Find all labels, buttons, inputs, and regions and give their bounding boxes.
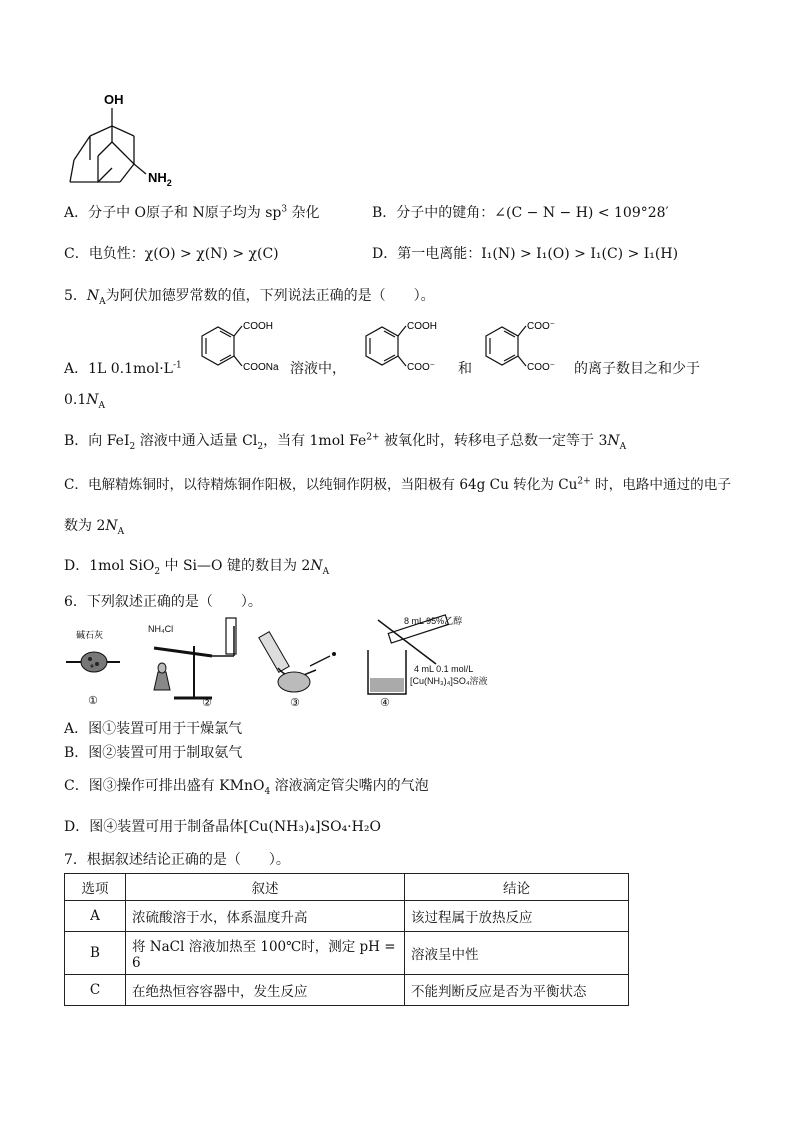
fig-label-2: ② xyxy=(202,697,212,709)
mol2-group-bottom: COO⁻ xyxy=(407,362,436,373)
q5-option-c-line2: 数为 $2N_A$ xyxy=(64,518,125,537)
table-row xyxy=(65,932,629,975)
phthalate-ion-structure xyxy=(466,316,576,380)
fig-label-3: ③ xyxy=(290,697,300,709)
q4-option-d: D．第一电离能：I₁(N) > I₁(O) > I₁(C) > I₁(H) xyxy=(372,246,679,262)
row-a-statement: 浓硫酸溶于水，体系温度升高 xyxy=(126,901,405,932)
soda-lime-label: 碱石灰 xyxy=(76,630,104,640)
q5-option-d: D．1mol SiO$_2$ 中 Si—O 键的数目为 $2N_A$ xyxy=(64,558,330,577)
q5-option-a-suffix: 的离子数目之和少于 xyxy=(574,361,700,377)
row-b-conclusion: 溶液呈中性 xyxy=(405,932,629,975)
mol2-group-top: COOH xyxy=(407,321,437,332)
drying-tube-apparatus xyxy=(66,629,120,707)
q4-option-a: A．分子中 O原子和 N原子均为 $sp^3$ 杂化 xyxy=(64,204,320,221)
q7-stem: 7．根据叙述结论正确的是（ ）。 xyxy=(64,852,290,868)
amino-adamantanol-structure xyxy=(60,86,200,190)
q4-option-b: B．分子中的键角：∠(C − N − H) < 109°28′ xyxy=(372,205,669,221)
hydrogen-phthalate-ion-structure xyxy=(346,316,456,380)
fig-label-4: ④ xyxy=(380,697,390,709)
burette-operation xyxy=(259,632,336,709)
q5-option-a-mid: 溶液中， xyxy=(290,361,346,377)
oh-label: OH xyxy=(104,92,124,107)
q5-option-a-line2: $0.1N_A$ xyxy=(64,392,106,411)
q5-option-a-and: 和 xyxy=(458,361,472,377)
header-option: 选项 xyxy=(65,874,126,901)
ammonium-chloride-label: NH₄Cl xyxy=(148,624,174,634)
row-a-conclusion: 该过程属于放热反应 xyxy=(405,901,629,932)
table-row xyxy=(65,901,629,932)
mol1-group-bottom: COONa xyxy=(243,362,279,373)
row-c-conclusion: 不能判断反应是否为平衡状态 xyxy=(405,975,629,1006)
q6-stem: 6．下列叙述正确的是（ ）。 xyxy=(64,594,262,610)
q5-option-a-prefix: A．1L $0.1mol\cdot L^{-1}$ xyxy=(64,360,182,377)
q6-d-formula: [Cu(NH₃)₄]SO₄·H₂O xyxy=(243,819,381,835)
ammonia-prep-apparatus xyxy=(148,618,236,709)
sodium-hydrogen-phthalate-structure xyxy=(182,316,292,380)
ethanol-label: 8 mL 95%乙醇 xyxy=(404,616,463,626)
q6-apparatus-figure xyxy=(62,612,512,712)
header-conclusion: 结论 xyxy=(405,874,629,901)
q6-option-a: A．图①装置可用于干燥氯气 xyxy=(64,721,243,737)
mol3-group-top: COO⁻ xyxy=(527,321,556,332)
q7-table xyxy=(64,873,629,1006)
q5-stem: 5．$N_A$为阿伏加德罗常数的值，下列说法正确的是（ ）。 xyxy=(64,288,435,307)
q4-option-c: C．电负性：χ(O) > χ(N) > χ(C) xyxy=(64,246,279,262)
row-a-option: A xyxy=(65,901,126,932)
row-b-option: B xyxy=(65,932,126,975)
q6-option-c: C．图③操作可排出盛有 KMnO$_4$ 溶液滴定管尖嘴内的气泡 xyxy=(64,778,429,797)
mol1-group-top: COOH xyxy=(243,321,273,332)
row-c-statement: 在绝热恒容容器中，发生反应 xyxy=(126,975,405,1006)
table-header-row xyxy=(65,874,629,901)
fig-label-1: ① xyxy=(88,695,98,707)
solution-label-2: [Cu(NH₃)₄]SO₄溶液 xyxy=(410,676,488,686)
q5-option-b: B．向 FeI$_2$ 溶液中通入适量 $Cl_2$，当有 1mol $Fe^{2+}$ 被氧化时，转移电子总数一定等于 $3N_A$ xyxy=(64,432,627,452)
mol3-group-bottom: COO⁻ xyxy=(527,362,556,373)
row-c-option: C xyxy=(65,975,126,1006)
solution-label-1: 4 mL 0.1 mol/L xyxy=(414,664,474,674)
q6-option-d: D．图④装置可用于制备晶体[Cu(NH₃)₄]SO₄·H₂O xyxy=(64,819,381,835)
header-statement: 叙述 xyxy=(126,874,405,901)
nh2-label: $NH_2$ xyxy=(148,170,172,188)
crystallization-apparatus xyxy=(368,615,488,709)
q6-option-b: B．图②装置可用于制取氨气 xyxy=(64,745,243,761)
row-b-statement: 将 NaCl 溶液加热至 100℃时，测定 pH = 6 xyxy=(126,932,405,975)
q5-option-c: C．电解精炼铜时，以待精炼铜作阳极，以纯铜作阴极，当阳极有 64g Cu 转化为 $Cu^{2+}$ 时，电路中通过的电子 xyxy=(64,476,731,493)
table-row xyxy=(65,975,629,1006)
